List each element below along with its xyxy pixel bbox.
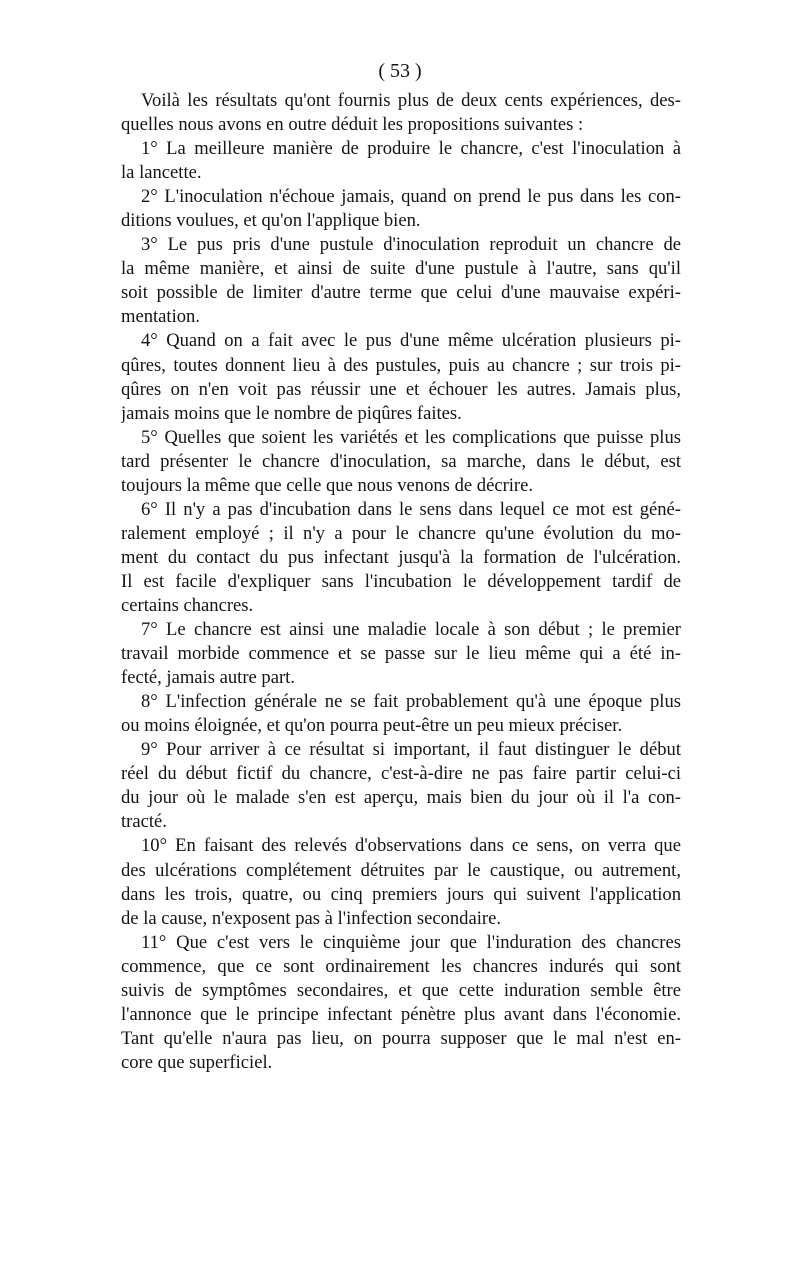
text-line: soit possible de limiter d'autre terme que celui d'une mauvaise expéri- <box>121 282 681 304</box>
proposition-4 <box>121 329 681 425</box>
text-line: des ulcérations complétement détruites par le caustique, ou autrement, <box>121 859 681 881</box>
text-line: jamais moins que le nombre de piqûres faites. <box>121 402 462 424</box>
paragraph-intro <box>121 89 681 137</box>
text-line: 8° L'infection générale ne se fait probablement qu'à une époque plus <box>141 691 681 713</box>
text-line: tard présenter le chancre d'inoculation, sa marche, dans le début, est <box>121 450 681 472</box>
text-line: toujours la même que celle que nous venons de décrire. <box>121 474 534 496</box>
proposition-5 <box>121 426 681 498</box>
text-line: core que superficiel. <box>121 1051 273 1073</box>
text-line: quelles nous avons en outre déduit les propositions suivantes : <box>121 114 584 136</box>
text-line: 2° L'inoculation n'échoue jamais, quand on prend le pus dans les con- <box>141 186 681 208</box>
text-line: suivis de symptômes secondaires, et que cette induration semble être <box>121 979 681 1001</box>
body-text <box>121 89 681 1075</box>
text-line: certains chancres. <box>121 594 254 616</box>
text-line: 6° Il n'y a pas d'incubation dans le sens dans lequel ce mot est géné- <box>141 498 681 520</box>
text-line: 9° Pour arriver à ce résultat si important, il faut distinguer le début <box>141 739 681 761</box>
text-line: 11° Que c'est vers le cinquième jour que l'induration des chancres <box>141 931 681 953</box>
text-line: qûres on n'en voit pas réussir une et échouer les autres. Jamais plus, <box>121 378 681 400</box>
text-line: 4° Quand on a fait avec le pus d'une même ulcération plusieurs pi- <box>141 330 681 352</box>
text-line: 1° La meilleure manière de produire le chancre, c'est l'inoculation à <box>141 138 681 160</box>
proposition-9 <box>121 738 681 834</box>
proposition-2 <box>121 185 681 233</box>
text-line: l'annonce que le principe infectant pénètre plus avant dans l'économie. <box>121 1003 681 1025</box>
text-line: du jour où le malade s'en est aperçu, mais bien du jour où il l'a con- <box>121 787 681 809</box>
text-line: 10° En faisant des relevés d'observations dans ce sens, on verra que <box>141 835 681 857</box>
text-line: dans les trois, quatre, ou cinq premiers jours qui suivent l'application <box>121 883 681 905</box>
text-line: ment du contact du pus infectant jusqu'à la formation de l'ulcération. <box>121 546 681 568</box>
text-line: 7° Le chancre est ainsi une maladie locale à son début ; le premier <box>141 619 681 641</box>
text-line: réel du début fictif du chancre, c'est-à-dire ne pas faire partir celui-ci <box>121 763 681 785</box>
text-line: 3° Le pus pris d'une pustule d'inoculation reproduit un chancre de <box>141 234 681 256</box>
proposition-10 <box>121 834 681 930</box>
text-line: fecté, jamais autre part. <box>121 667 295 689</box>
text-line: la même manière, et ainsi de suite d'une pustule à l'autre, sans qu'il <box>121 258 681 280</box>
text-line: qûres, toutes donnent lieu à des pustules, puis au chancre ; sur trois pi- <box>121 354 681 376</box>
text-line: ditions voulues, et qu'on l'applique bien. <box>121 210 421 232</box>
page-number: ( 53 ) <box>378 60 422 82</box>
text-line: Voilà les résultats qu'ont fournis plus de deux cents expériences, des- <box>141 90 681 111</box>
text-line: 5° Quelles que soient les variétés et les complications que puisse plus <box>141 426 681 448</box>
text-line: tracté. <box>121 811 167 833</box>
text-line: ou moins éloignée, et qu'on pourra peut-être un peu mieux préciser. <box>121 715 623 737</box>
proposition-6 <box>121 498 681 618</box>
proposition-11 <box>121 931 681 1075</box>
text-line: de la cause, n'exposent pas à l'infection secondaire. <box>121 907 501 929</box>
text-line: ralement employé ; il n'y a pour le chancre qu'une évolution du mo- <box>121 522 681 544</box>
text-line: travail morbide commence et se passe sur le lieu même qui a été in- <box>121 643 681 665</box>
text-line: Tant qu'elle n'aura pas lieu, on pourra supposer que le mal n'est en- <box>121 1027 681 1049</box>
text-line: Il est facile d'expliquer sans l'incubation le développement tardif de <box>121 570 681 592</box>
text-line: mentation. <box>121 306 201 328</box>
proposition-1 <box>121 137 681 185</box>
text-line: la lancette. <box>121 162 202 184</box>
proposition-8 <box>121 690 681 738</box>
text-line: commence, que ce sont ordinairement les chancres indurés qui sont <box>121 955 681 977</box>
proposition-3 <box>121 233 681 329</box>
proposition-7 <box>121 618 681 690</box>
